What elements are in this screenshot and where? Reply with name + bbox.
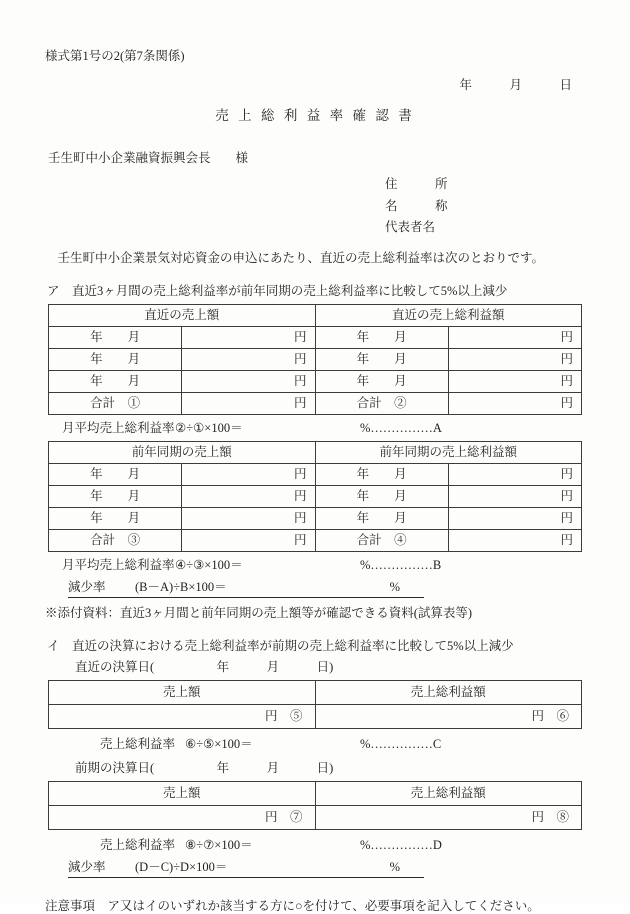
amount-cell: 円 bbox=[182, 392, 315, 414]
amount-cell: 円 bbox=[448, 463, 581, 485]
gross-margin-result-d: %……………D bbox=[360, 837, 442, 852]
amount-cell: 円 bbox=[182, 507, 315, 529]
addressee: 壬生町中小企業融資振興会長 様 bbox=[48, 151, 249, 165]
month-cell: 年 月 bbox=[49, 370, 182, 392]
section-i-heading: イ 直近の決算における売上総利益率が前期の売上総利益率に比較して5%以上減少 bbox=[47, 638, 514, 653]
month-cell: 年 月 bbox=[49, 463, 182, 485]
gross-margin-result-c: %……………C bbox=[360, 736, 442, 751]
applicant-representative-label: 代表者名 bbox=[385, 220, 436, 234]
amount-cell: 円 bbox=[182, 370, 315, 392]
form-number: 様式第1号の2(第7条関係) bbox=[45, 49, 185, 63]
month-cell: 年 月 bbox=[315, 507, 448, 529]
gross-margin-label: 売上総利益率 bbox=[100, 837, 176, 852]
prior-gross-profit-header: 前年同期の売上総利益額 bbox=[315, 441, 582, 463]
decrease-rate-formula: (B－A)÷B×100＝ bbox=[135, 579, 227, 594]
table-row bbox=[49, 485, 582, 507]
amount-cell: 円 bbox=[182, 485, 315, 507]
monthly-avg-b-line bbox=[62, 557, 630, 573]
table-row bbox=[49, 463, 582, 485]
percent-sign: % bbox=[389, 579, 400, 594]
prior-closing-table bbox=[48, 781, 582, 830]
prior-year-sales-table bbox=[48, 441, 582, 552]
gross-margin-label: 売上総利益率 bbox=[100, 736, 176, 751]
table-header-row bbox=[49, 441, 582, 463]
gross-margin-c-line bbox=[100, 736, 630, 752]
applicant-name-label: 名 称 bbox=[385, 198, 448, 213]
monthly-avg-formula: ②÷①×100＝ bbox=[175, 420, 243, 435]
recent-gross-profit-header: 直近の売上総利益額 bbox=[315, 304, 582, 326]
amount-cell: 円 bbox=[448, 370, 581, 392]
monthly-avg-label: 月平均売上総利益率 bbox=[62, 557, 175, 572]
month-cell: 年 月 bbox=[315, 485, 448, 507]
monthly-avg-result-a: %……………A bbox=[360, 420, 442, 435]
decrease-rate-b-line bbox=[68, 859, 424, 878]
amount-7-cell: 円 ⑦ bbox=[49, 805, 316, 829]
notice-text: 注意事項 ア又はイのいずれか該当する方に○を付けて、必要事項を記入してください。 bbox=[45, 898, 540, 913]
decrease-rate-a-line bbox=[68, 579, 424, 598]
decrease-rate-label: 減少率 bbox=[68, 859, 106, 874]
applicant-block bbox=[385, 174, 630, 239]
applicant-address-label: 住 所 bbox=[385, 177, 448, 191]
amount-cell: 円 bbox=[448, 507, 581, 529]
gross-profit-header: 売上総利益額 bbox=[315, 680, 582, 704]
amount-cell: 円 bbox=[182, 326, 315, 348]
amount-8-cell: 円 ⑧ bbox=[315, 805, 582, 829]
decrease-rate-formula: (D－C)÷D×100＝ bbox=[135, 859, 228, 874]
section-a-heading: ア 直近3ヶ月間の売上総利益率が前年同期の売上総利益率に比較して5%以上減少 bbox=[47, 283, 508, 298]
gross-margin-formula: ⑥÷⑤×100＝ bbox=[185, 736, 253, 751]
prior-closing-date-line: 前期の決算日( 年 月 日) bbox=[75, 760, 334, 775]
monthly-avg-formula: ④÷③×100＝ bbox=[175, 557, 243, 572]
total-1-cell: 合計 ① bbox=[49, 392, 182, 414]
month-cell: 年 月 bbox=[49, 507, 182, 529]
month-cell: 年 月 bbox=[315, 463, 448, 485]
table-total-row bbox=[49, 529, 582, 551]
amount-cell: 円 bbox=[448, 529, 581, 551]
gross-margin-d-line bbox=[100, 837, 630, 853]
month-cell: 年 月 bbox=[315, 348, 448, 370]
table-row bbox=[49, 348, 582, 370]
amount-cell: 円 bbox=[182, 463, 315, 485]
page-title: 売 上 総 利 益 率 確 認 書 bbox=[215, 108, 415, 123]
table-header-row bbox=[49, 304, 582, 326]
monthly-avg-result-b: %……………B bbox=[360, 557, 442, 572]
sales-header: 売上額 bbox=[49, 680, 316, 704]
amount-cell: 円 bbox=[182, 529, 315, 551]
percent-sign: % bbox=[389, 859, 400, 874]
prior-sales-header: 前年同期の売上額 bbox=[49, 441, 316, 463]
monthly-avg-a-line bbox=[62, 420, 630, 436]
total-2-cell: 合計 ② bbox=[315, 392, 448, 414]
total-3-cell: 合計 ③ bbox=[49, 529, 182, 551]
month-cell: 年 月 bbox=[49, 326, 182, 348]
month-cell: 年 月 bbox=[315, 326, 448, 348]
amount-5-cell: 円 ⑤ bbox=[49, 704, 316, 728]
amount-cell: 円 bbox=[448, 348, 581, 370]
amount-cell: 円 bbox=[182, 348, 315, 370]
amount-6-cell: 円 ⑥ bbox=[315, 704, 582, 728]
intro-text: 壬生町中小企業景気対応資金の申込にあたり、直近の売上総利益率は次のとおりです。 bbox=[45, 250, 545, 265]
attachment-note: ※添付資料：直近3ヶ月間と前年同期の売上額等が確認できる資料(試算表等) bbox=[45, 605, 473, 620]
gross-profit-header: 売上総利益額 bbox=[315, 781, 582, 805]
amount-cell: 円 bbox=[448, 392, 581, 414]
gross-margin-formula: ⑧÷⑦×100＝ bbox=[185, 837, 253, 852]
table-header-row bbox=[49, 680, 582, 704]
monthly-avg-label: 月平均売上総利益率 bbox=[62, 420, 175, 435]
decrease-rate-label: 減少率 bbox=[68, 579, 106, 594]
table-row bbox=[49, 370, 582, 392]
month-cell: 年 月 bbox=[49, 485, 182, 507]
table-header-row bbox=[49, 781, 582, 805]
table-row bbox=[49, 805, 582, 829]
recent-sales-table bbox=[48, 304, 582, 415]
month-cell: 年 月 bbox=[315, 370, 448, 392]
recent-closing-date-line: 直近の決算日( 年 月 日) bbox=[75, 659, 334, 674]
amount-cell: 円 bbox=[448, 485, 581, 507]
total-4-cell: 合計 ④ bbox=[315, 529, 448, 551]
table-row bbox=[49, 326, 582, 348]
amount-cell: 円 bbox=[448, 326, 581, 348]
table-total-row bbox=[49, 392, 582, 414]
month-cell: 年 月 bbox=[49, 348, 182, 370]
date-line: 年 月 日 bbox=[459, 78, 572, 92]
sales-header: 売上額 bbox=[49, 781, 316, 805]
recent-closing-table bbox=[48, 680, 582, 729]
table-row bbox=[49, 507, 582, 529]
recent-sales-header: 直近の売上額 bbox=[49, 304, 316, 326]
table-row bbox=[49, 704, 582, 728]
